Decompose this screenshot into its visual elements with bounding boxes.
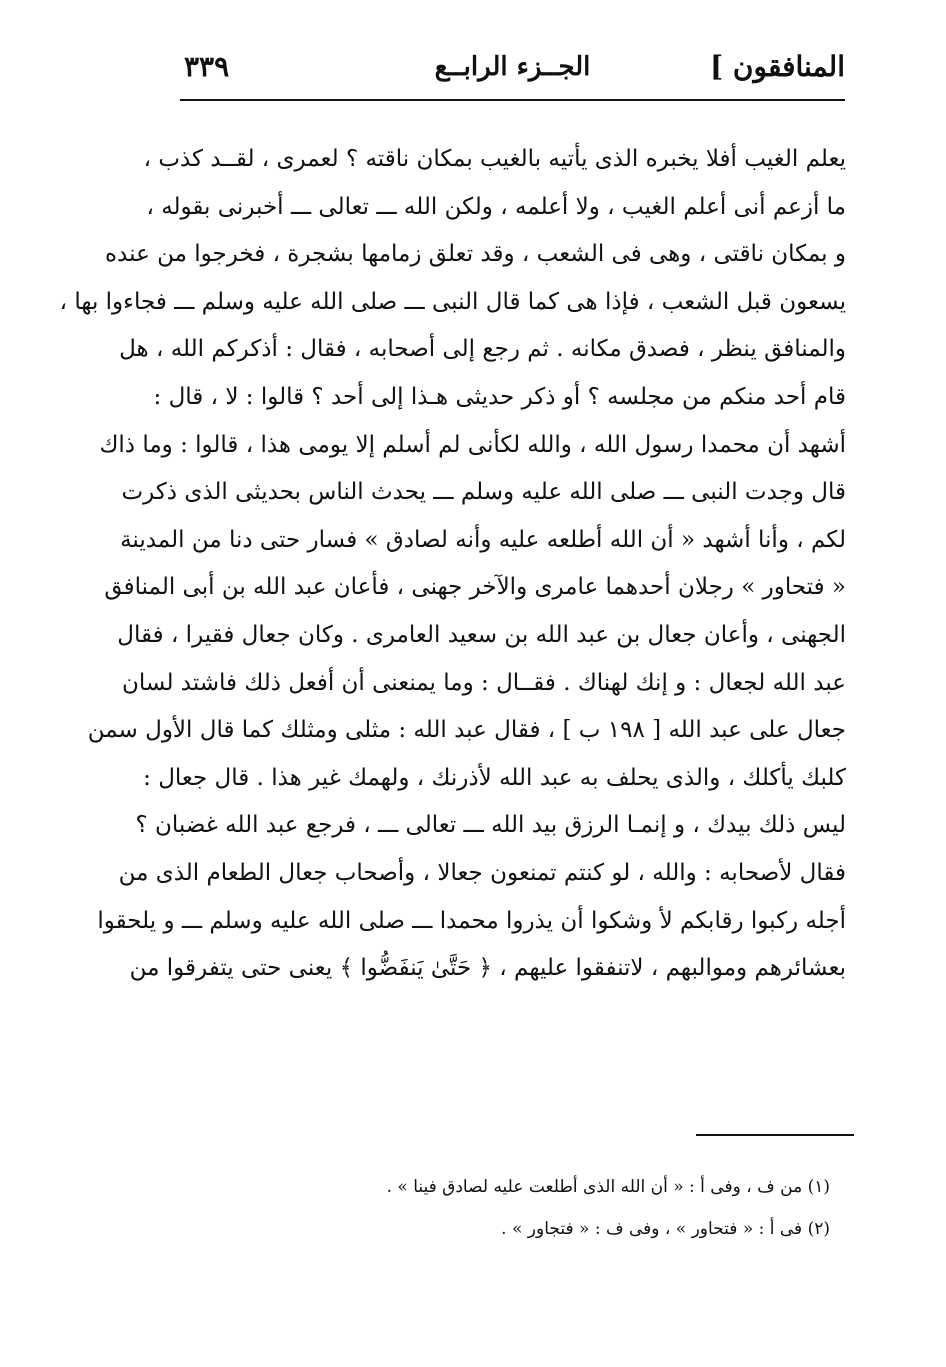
text-line: قال وجدت النبى ـــ صلى الله عليه وسلم ـــ يحدث الناس بحديثى الذى ذكرت	[121, 479, 846, 506]
text-line: ما أزعم أنى أعلم الغيب ، ولا أعلمه ، ولكن الله ـــ تعالى ـــ أخبرنى بقوله ،	[146, 193, 846, 220]
footnote-1: (١) من ف ، وفى أ : « أن الله الذى أطلعت عليه لصادق فينا » .	[386, 1177, 830, 1197]
text-line: عبد الله لجعال : و إنك لهناك . فقــال : وما يمنعنى أن أفعل ذلك فاشتد لسان	[122, 669, 846, 696]
footnote-rule	[696, 1134, 854, 1136]
juz-title: الجــزء الرابــع	[434, 52, 591, 82]
text-line: « فتحاور » رجلان أحدهما عامرى والآخر جهنى ، فأعان عبد الله بن أبى المنافق	[104, 574, 846, 601]
text-line: قام أحد منكم من مجلسه ؟ أو ذكر حديثى هـذا إلى أحد ؟ قالوا : لا ، قال :	[153, 383, 846, 410]
footnotes	[320, 1166, 830, 1250]
text-line: يسعون قبل الشعب ، فإذا هى كما قال النبى ـــ صلى الله عليه وسلم ـــ فجاءوا بها ،	[59, 288, 846, 315]
page-number: ٣٣٩	[184, 50, 230, 83]
surah-title: المنافقون ]	[709, 50, 845, 83]
text-line: لكم ، وأنا أشهد « أن الله أطلعه عليه وأنه لصادق » فسار حتى دنا من المدينة	[120, 526, 846, 553]
text-line: أجله ركبوا رقابكم لأ وشكوا أن يذروا محمدا ـــ صلى الله عليه وسلم ـــ و يلحقوا	[97, 907, 846, 934]
text-line: يعلم الغيب أفلا يخبره الذى يأتيه بالغيب بمكان ناقته ؟ لعمرى ، لقــد كذب ،	[143, 146, 846, 172]
text-line: كلبك يأكلك ، والذى يحلف به عبد الله لأذرنك ، ولهمك غير هذا . قال جعال :	[143, 764, 846, 791]
running-header	[180, 50, 845, 96]
text-line: الجهنى ، وأعان جعال بن عبد الله بن سعيد العامرى . وكان جعال فقيرا ، فقال	[117, 621, 846, 648]
text-line: جعال على عبد الله [ ١٩٨ ب ] ، فقال عبد الله : مثلى ومثلك كما قال الأول سمن	[87, 717, 846, 744]
text-line: ليس ذلك بيدك ، و إنمـا الرزق بيد الله ـــ تعالى ـــ ، فرجع عبد الله غضبان ؟	[135, 812, 846, 839]
footnote-2: (٢) فى أ : « فتحاور » ، وفى ف : « فتجاور » .	[501, 1219, 830, 1239]
header-rule	[180, 99, 845, 101]
text-line: أشهد أن محمدا رسول الله ، والله لكأنى لم أسلم إلا يومى هذا ، قالوا : وما ذاك	[99, 431, 846, 458]
text-line: فقال لأصحابه : والله ، لو كنتم تمنعون جعالا ، وأصحاب جعال الطعام الذى من	[118, 859, 846, 886]
body-text	[59, 136, 846, 993]
text-line: والمنافق ينظر ، فصدق مكانه . ثم رجع إلى أصحابه ، فقال : أذكركم الله ، هل	[119, 336, 846, 363]
text-line: بعشائرهم وموالبهم ، لاتنفقوا عليهم ، ﴿ حَتَّىٰ يَنفَضُّوا ﴾ يعنى حتى يتفرقوا من	[129, 955, 846, 982]
text-line: و بمكان ناقتى ، وهى فى الشعب ، وقد تعلق زمامها بشجرة ، فخرجوا من عنده	[105, 241, 846, 268]
